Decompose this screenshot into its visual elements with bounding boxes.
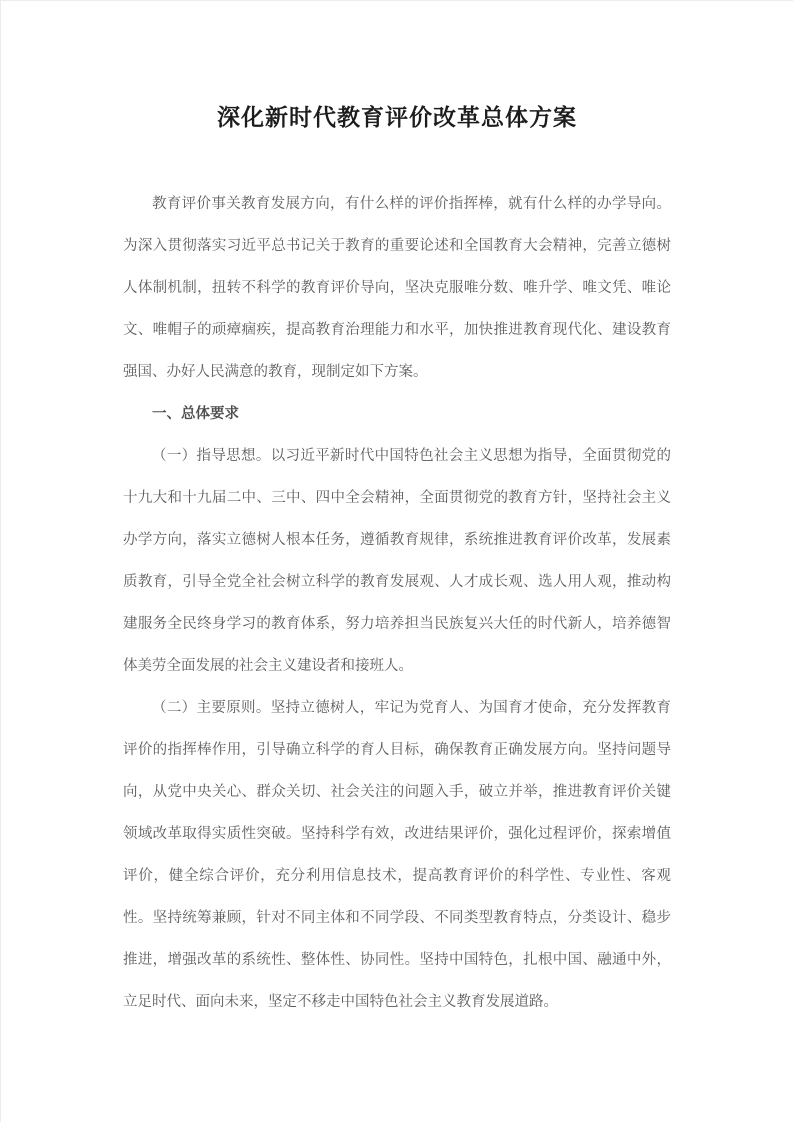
section-heading-overall-requirements: 一、总体要求 [152,406,239,422]
document-title: 深化新时代教育评价改革总体方案 [217,105,577,131]
intro-paragraph: 教育评价事关教育发展方向，有什么样的评价指挥棒，就有什么样的办学导向。为深入贯彻落实习近平总书记关于教育的重要论述和全国教育大会精神，完善立德树人体制机制，扭转不科学的教育评价导向，坚决克服唯分数、唯升学、唯文凭、唯论文、唯帽子的顽瘴痼疾，提高教育治理能力和水平，加快推进教育现代化、建设教育强国、办好人民满意的教育，现制定如下方案。 [123,196,671,380]
paragraph-main-principles: （二）主要原则。坚持立德树人，牢记为党育人、为国育才使命，充分发挥教育评价的指挥棒作用，引导确立科学的育人目标，确保教育正确发展方向。坚持问题导向，从党中央关心、群众关切、社会关注的问题入手，破立并举，推进教育评价关键领域改革取得实质性突破。坚持科学有效，改进结果评价，强化过程评价，探索增值评价，健全综合评价，充分利用信息技术，提高教育评价的科学性、专业性、客观性。坚持统筹兼顾，针对不同主体和不同学段、不同类型教育特点，分类设计、稳步推进，增强改革的系统性、整体性、协同性。坚持中国特色，扎根中国、融通中外，立足时代、面向未来，坚定不移走中国特色社会主义教育发展道路。 [123,700,671,1010]
paragraph-guiding-ideology: （一）指导思想。以习近平新时代中国特色社会主义思想为指导，全面贯彻党的十九大和十九届二中、三中、四中全会精神，全面贯彻党的教育方针，坚持社会主义办学方向，落实立德树人根本任务，遵循教育规律，系统推进教育评价改革，发展素质教育，引导全党全社会树立科学的教育发展观、人才成长观、选人用人观，推动构建服务全民终身学习的教育体系，努力培养担当民族复兴大任的时代新人，培养德智体美劳全面发展的社会主义建设者和接班人。 [123,448,671,674]
